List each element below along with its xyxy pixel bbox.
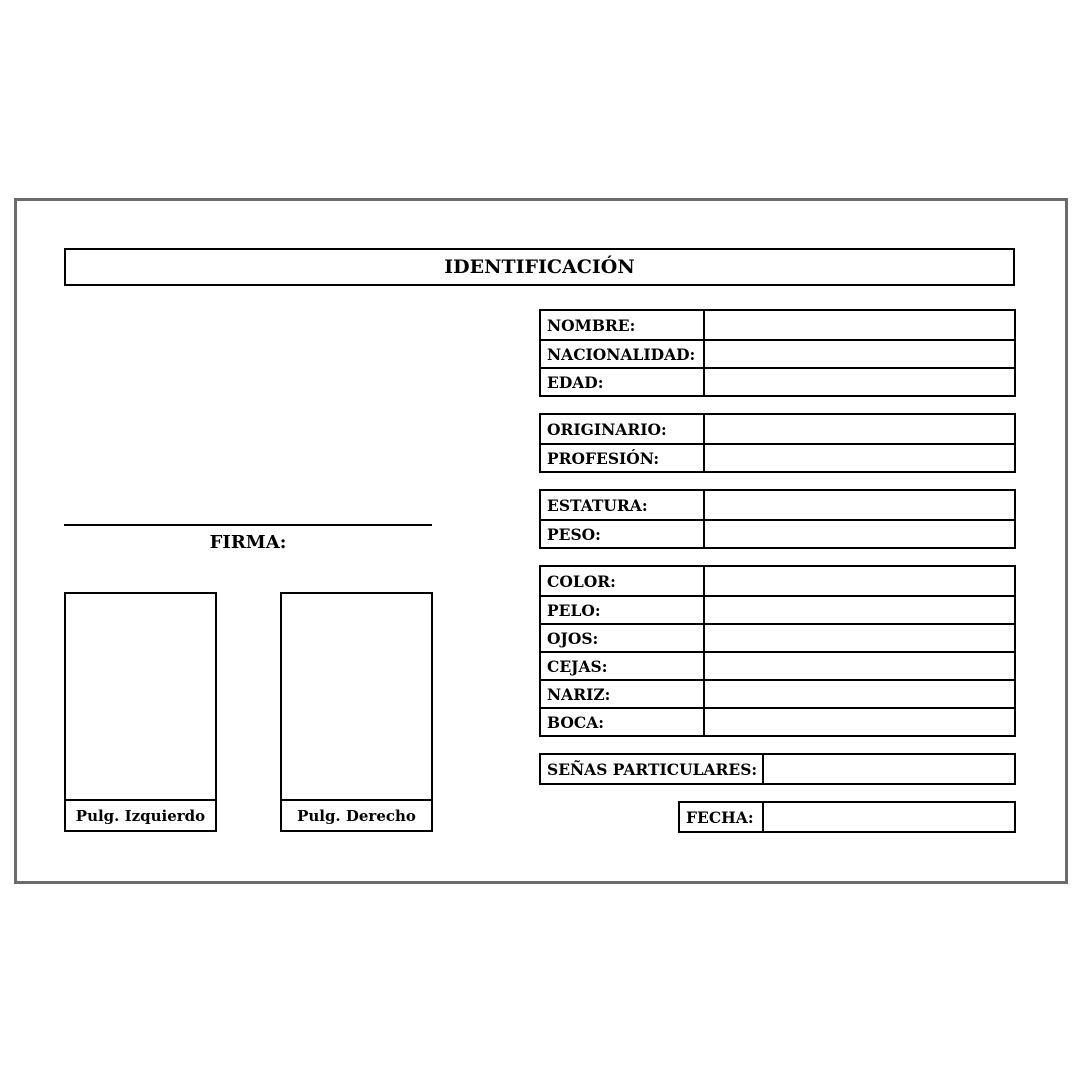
field-label: PROFESIÓN: bbox=[541, 445, 705, 471]
field-row-nariz bbox=[541, 679, 1014, 707]
date-table bbox=[678, 801, 1016, 833]
field-row-nombre bbox=[541, 311, 1014, 339]
field-label: NACIONALIDAD: bbox=[541, 341, 705, 367]
right-thumbprint-label: Pulg. Derecho bbox=[282, 799, 431, 830]
right-thumbprint-area[interactable] bbox=[282, 594, 431, 799]
boca-field[interactable] bbox=[705, 709, 1014, 735]
left-thumbprint-area[interactable] bbox=[66, 594, 215, 799]
originario-field[interactable] bbox=[705, 415, 1014, 443]
field-label: BOCA: bbox=[541, 709, 705, 735]
field-row-originario bbox=[541, 415, 1014, 443]
distinguishing-marks-table bbox=[539, 753, 1016, 785]
date-label: FECHA: bbox=[680, 803, 764, 831]
profesion-field[interactable] bbox=[705, 445, 1014, 471]
left-thumbprint-box bbox=[64, 592, 217, 832]
features-table bbox=[539, 565, 1016, 737]
field-row-cejas bbox=[541, 651, 1014, 679]
field-row-edad bbox=[541, 367, 1014, 395]
body-measures-table bbox=[539, 489, 1016, 549]
field-label: PELO: bbox=[541, 597, 705, 623]
ojos-field[interactable] bbox=[705, 625, 1014, 651]
nombre-field[interactable] bbox=[705, 311, 1014, 339]
field-label: COLOR: bbox=[541, 567, 705, 595]
field-row-nacionalidad bbox=[541, 339, 1014, 367]
date-field[interactable] bbox=[764, 803, 1014, 831]
field-label: NARIZ: bbox=[541, 681, 705, 707]
field-label: EDAD: bbox=[541, 369, 705, 395]
field-label: NOMBRE: bbox=[541, 311, 705, 339]
color-field[interactable] bbox=[705, 567, 1014, 595]
field-row-boca bbox=[541, 707, 1014, 735]
nariz-field[interactable] bbox=[705, 681, 1014, 707]
field-label: ORIGINARIO: bbox=[541, 415, 705, 443]
field-row-ojos bbox=[541, 623, 1014, 651]
signature-label: FIRMA: bbox=[209, 532, 287, 553]
id-card bbox=[14, 198, 1068, 884]
estatura-field[interactable] bbox=[705, 491, 1014, 519]
signature-line bbox=[64, 524, 432, 526]
field-row-peso bbox=[541, 519, 1014, 547]
pelo-field[interactable] bbox=[705, 597, 1014, 623]
field-label: ESTATURA: bbox=[541, 491, 705, 519]
nacionalidad-field[interactable] bbox=[705, 341, 1014, 367]
field-row-estatura bbox=[541, 491, 1014, 519]
field-label: CEJAS: bbox=[541, 653, 705, 679]
origin-table bbox=[539, 413, 1016, 473]
field-row-profesion bbox=[541, 443, 1014, 471]
field-label: OJOS: bbox=[541, 625, 705, 651]
cejas-field[interactable] bbox=[705, 653, 1014, 679]
field-label: SEÑAS PARTICULARES: bbox=[541, 755, 764, 783]
left-thumbprint-label: Pulg. Izquierdo bbox=[66, 799, 215, 830]
field-row-fecha bbox=[680, 803, 1014, 831]
card-title: IDENTIFICACIÓN bbox=[64, 248, 1015, 286]
right-thumbprint-box bbox=[280, 592, 433, 832]
field-row-color bbox=[541, 567, 1014, 595]
personal-data-table bbox=[539, 309, 1016, 397]
senas-particulares-field[interactable] bbox=[764, 755, 1014, 783]
field-row-senas bbox=[541, 755, 1014, 783]
field-row-pelo bbox=[541, 595, 1014, 623]
edad-field[interactable] bbox=[705, 369, 1014, 395]
peso-field[interactable] bbox=[705, 521, 1014, 547]
field-label: PESO: bbox=[541, 521, 705, 547]
